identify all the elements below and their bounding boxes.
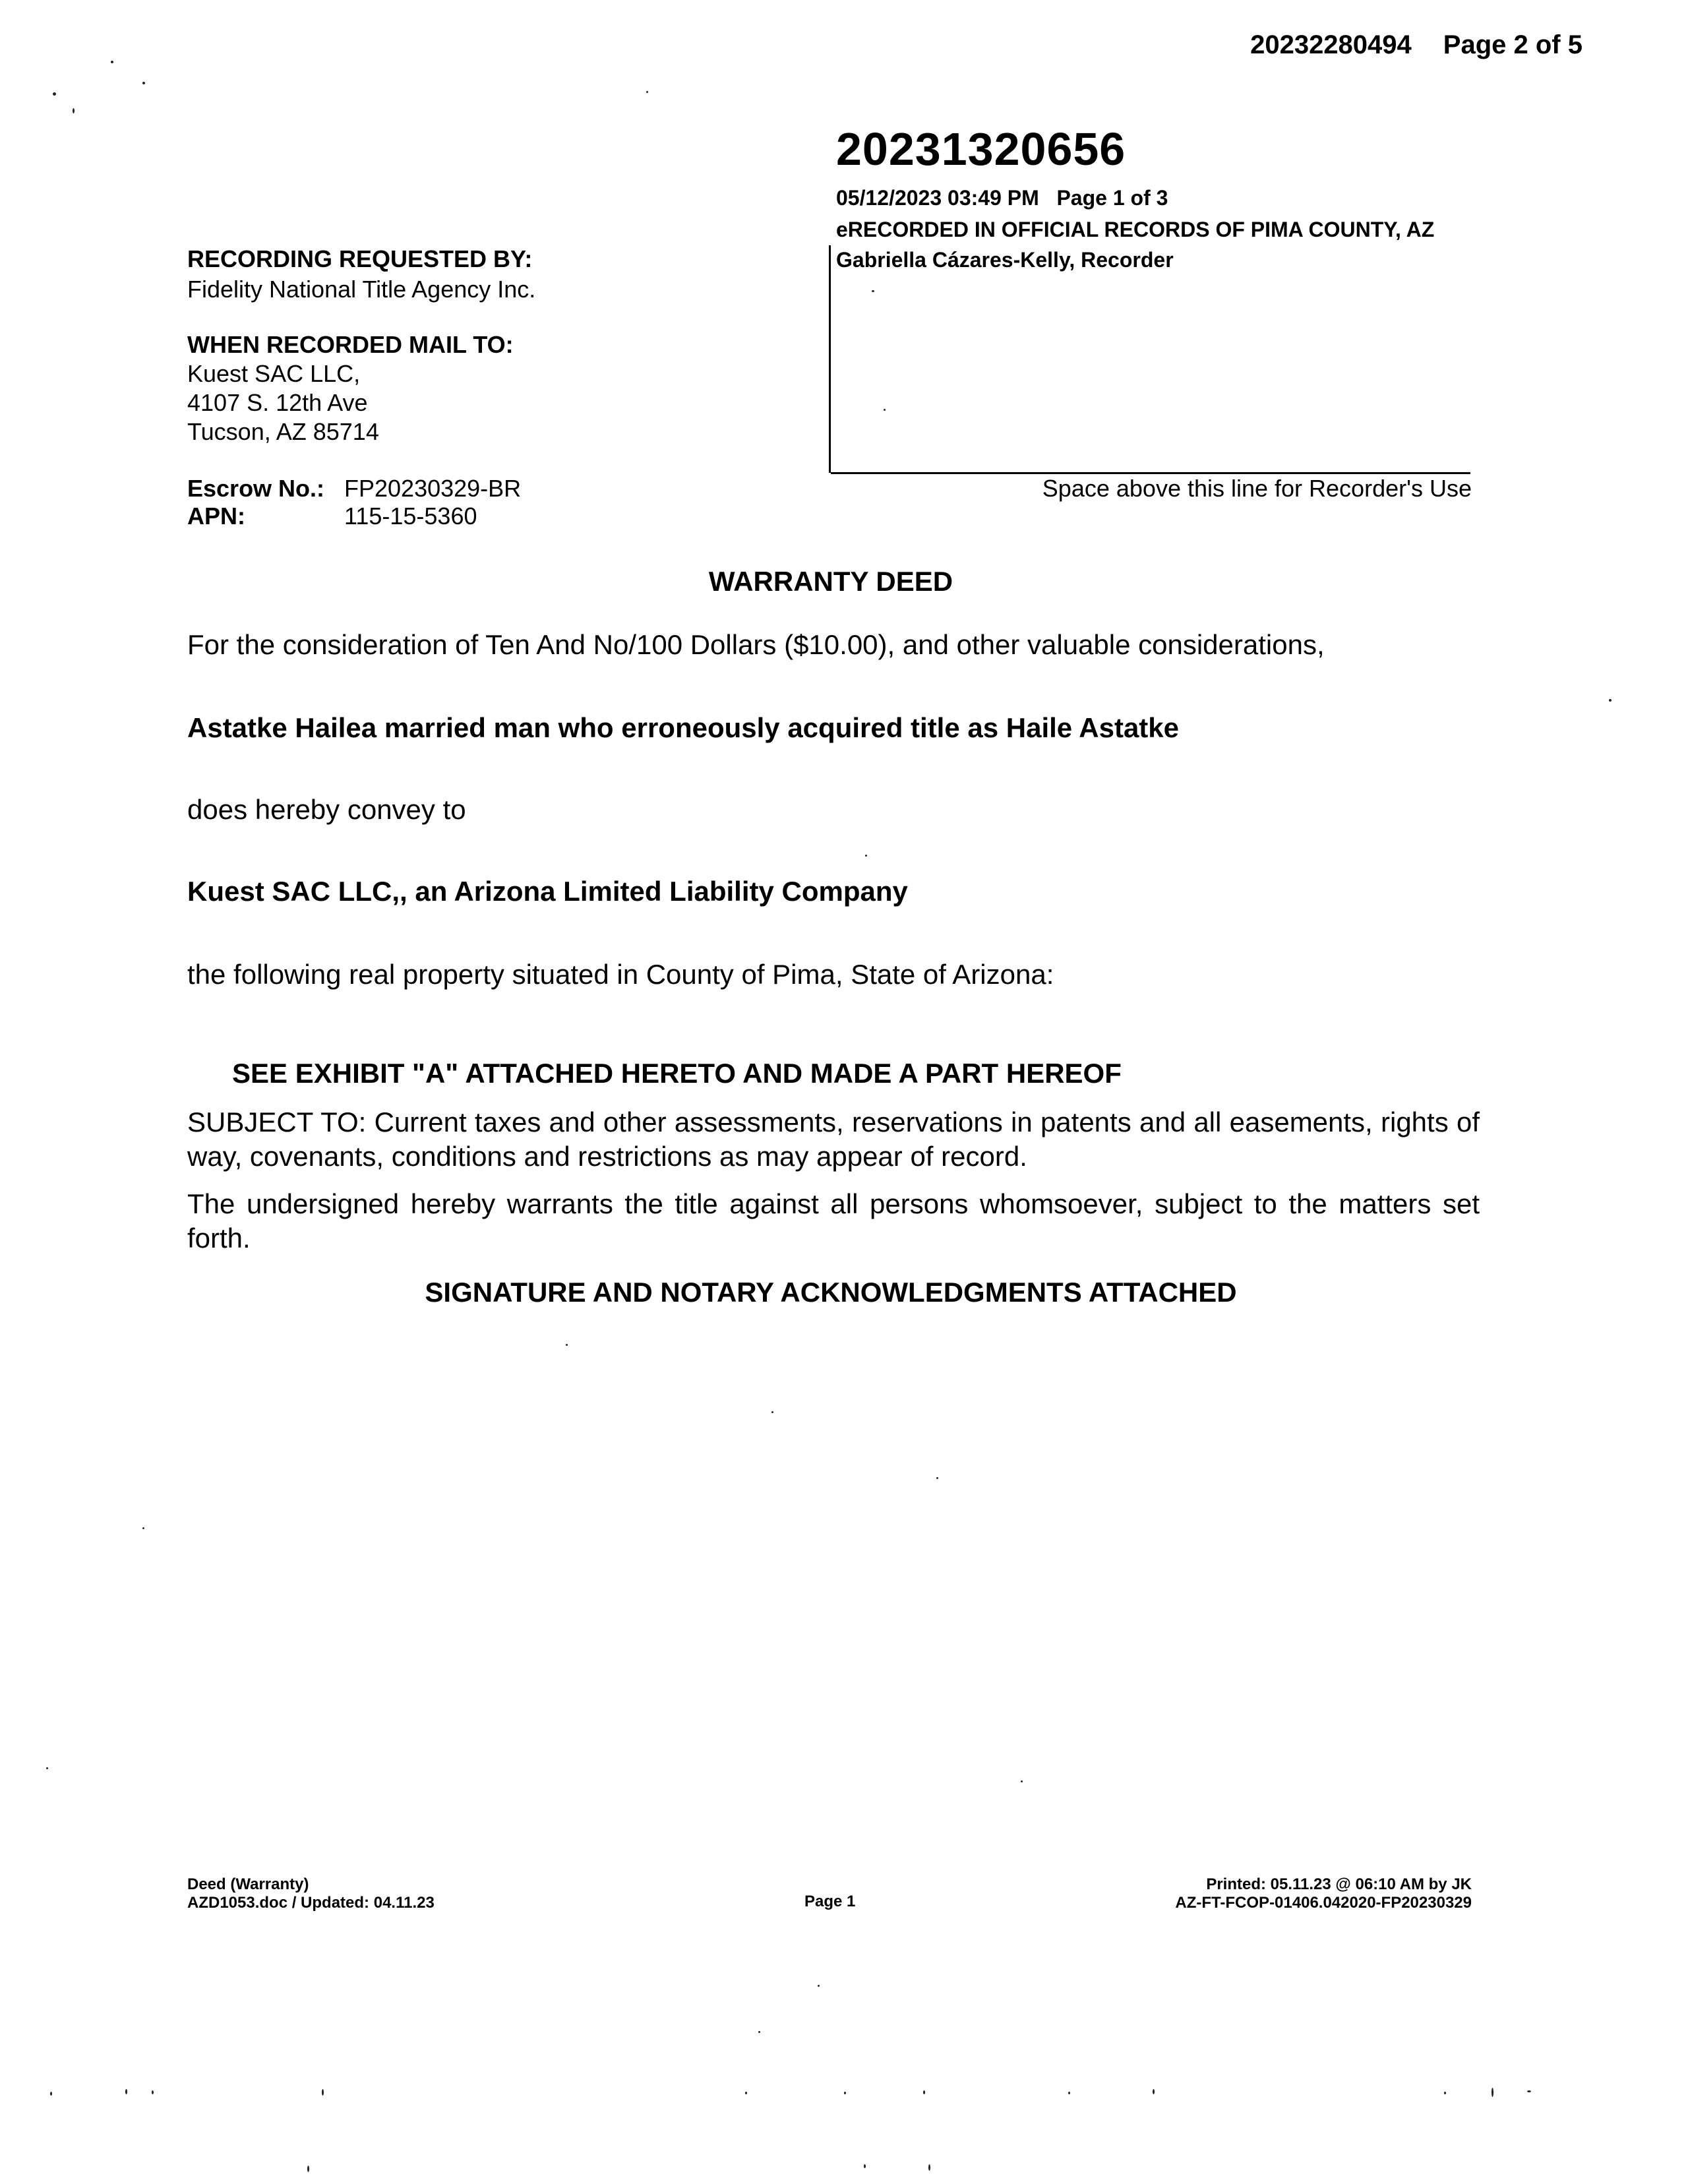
- scan-speck: [865, 855, 867, 857]
- scan-speck: [142, 1527, 144, 1529]
- scan-speck: [125, 2089, 127, 2094]
- recorder-use-note: Space above this line for Recorder's Use: [1042, 475, 1472, 502]
- apn-number: 115-15-5360: [344, 502, 477, 530]
- scan-speck: [1492, 2088, 1493, 2097]
- signature-notice: SIGNATURE AND NOTARY ACKNOWLEDGMENTS ATTACHED: [425, 1277, 1237, 1308]
- recorder-box-vertical-rule: [829, 245, 831, 473]
- footer-form-file: AZD1053.doc / Updated: 04.11.23: [187, 1894, 435, 1912]
- scan-speck: [46, 1767, 48, 1769]
- scan-speck: [936, 1477, 938, 1479]
- recording-date-line: [836, 186, 1168, 210]
- recorder-name: Gabriella Cázares-Kelly, Recorder: [836, 248, 1174, 272]
- footer-printed: Printed: 05.11.23 @ 06:10 AM by JK: [1206, 1875, 1472, 1893]
- scan-speck: [73, 108, 75, 113]
- mail-to-line: 4107 S. 12th Ave: [187, 389, 368, 416]
- page-header: [1250, 30, 1582, 60]
- scan-speck: [771, 1411, 773, 1413]
- scan-speck: [745, 2092, 747, 2094]
- recording-page-of: Page 1 of 3: [1056, 186, 1168, 210]
- fee-number: 20231320656: [836, 123, 1126, 175]
- footer-left: [187, 1875, 435, 1912]
- footer-page-number: Page 1: [804, 1893, 856, 1910]
- scan-speck: [1609, 699, 1612, 702]
- document-number: 20232280494: [1250, 30, 1412, 59]
- scan-speck: [1021, 1780, 1023, 1782]
- exhibit-reference: SEE EXHIBIT "A" ATTACHED HERETO AND MADE A PART HEREOF: [232, 1058, 1122, 1089]
- scan-speck: [758, 2031, 760, 2033]
- scan-speck: [844, 2092, 846, 2094]
- convey-text: does hereby convey to: [187, 794, 466, 825]
- grantor-name: Astatke Hailea married man who erroneously acquired title as Haile Astatke: [187, 712, 1180, 743]
- requesting-agency: Fidelity National Title Agency Inc.: [187, 276, 536, 303]
- consideration-text: For the consideration of Ten And No/100 Dollars ($10.00), and other valuable considerations,: [187, 629, 1325, 660]
- recording-date-time: 05/12/2023 03:49 PM: [836, 186, 1039, 210]
- scan-speck: [646, 91, 648, 93]
- scan-speck: [864, 2164, 866, 2168]
- footer-file-ref: AZ-FT-FCOP-01406.042020-FP20230329: [1175, 1894, 1472, 1912]
- apn-label: APN:: [187, 502, 245, 530]
- mail-to-label: WHEN RECORDED MAIL TO:: [187, 331, 514, 358]
- scan-speck: [923, 2090, 925, 2094]
- scan-speck: [872, 290, 874, 292]
- document-title: WARRANTY DEED: [708, 566, 953, 597]
- scan-speck: [1068, 2092, 1070, 2094]
- scan-speck: [1444, 2092, 1446, 2094]
- scan-speck: [884, 409, 886, 411]
- mail-to-line: Tucson, AZ 85714: [187, 418, 379, 445]
- scan-speck: [818, 1985, 820, 1987]
- recording-requested-label: RECORDING REQUESTED BY:: [187, 245, 533, 272]
- page-counter: Page 2 of 5: [1443, 30, 1582, 59]
- scan-speck: [50, 2092, 52, 2096]
- official-records-line: eRECORDED IN OFFICIAL RECORDS OF PIMA COUNTY, AZ: [836, 218, 1435, 241]
- scan-speck: [111, 61, 113, 63]
- warranty-clause: The undersigned hereby warrants the title against all persons whomsoever, subject to the matters set forth.: [187, 1188, 1480, 1254]
- subject-to-clause: SUBJECT TO: Current taxes and other assessments, reservations in patents and all easements, rights of way, covenants, conditions and restrictions as may appear of record.: [187, 1107, 1480, 1172]
- scan-speck: [322, 2089, 324, 2096]
- scan-speck: [307, 2166, 309, 2172]
- property-location-text: the following real property situated in County of Pima, State of Arizona:: [187, 959, 1054, 990]
- recorder-box-horizontal-rule: [831, 472, 1470, 474]
- scan-speck: [152, 2090, 154, 2094]
- scan-speck: [142, 82, 145, 84]
- mail-to-line: Kuest SAC LLC,: [187, 360, 361, 387]
- grantee-name: Kuest SAC LLC,, an Arizona Limited Liability Company: [187, 876, 908, 907]
- scan-speck: [1153, 2089, 1155, 2094]
- scan-speck: [53, 92, 56, 96]
- scan-speck: [928, 2164, 930, 2171]
- footer-form-name: Deed (Warranty): [187, 1875, 309, 1893]
- scan-speck: [1527, 2090, 1531, 2092]
- escrow-label: Escrow No.:: [187, 475, 325, 502]
- escrow-number: FP20230329-BR: [344, 475, 522, 502]
- scan-speck: [566, 1344, 568, 1346]
- footer-right: [1175, 1875, 1472, 1912]
